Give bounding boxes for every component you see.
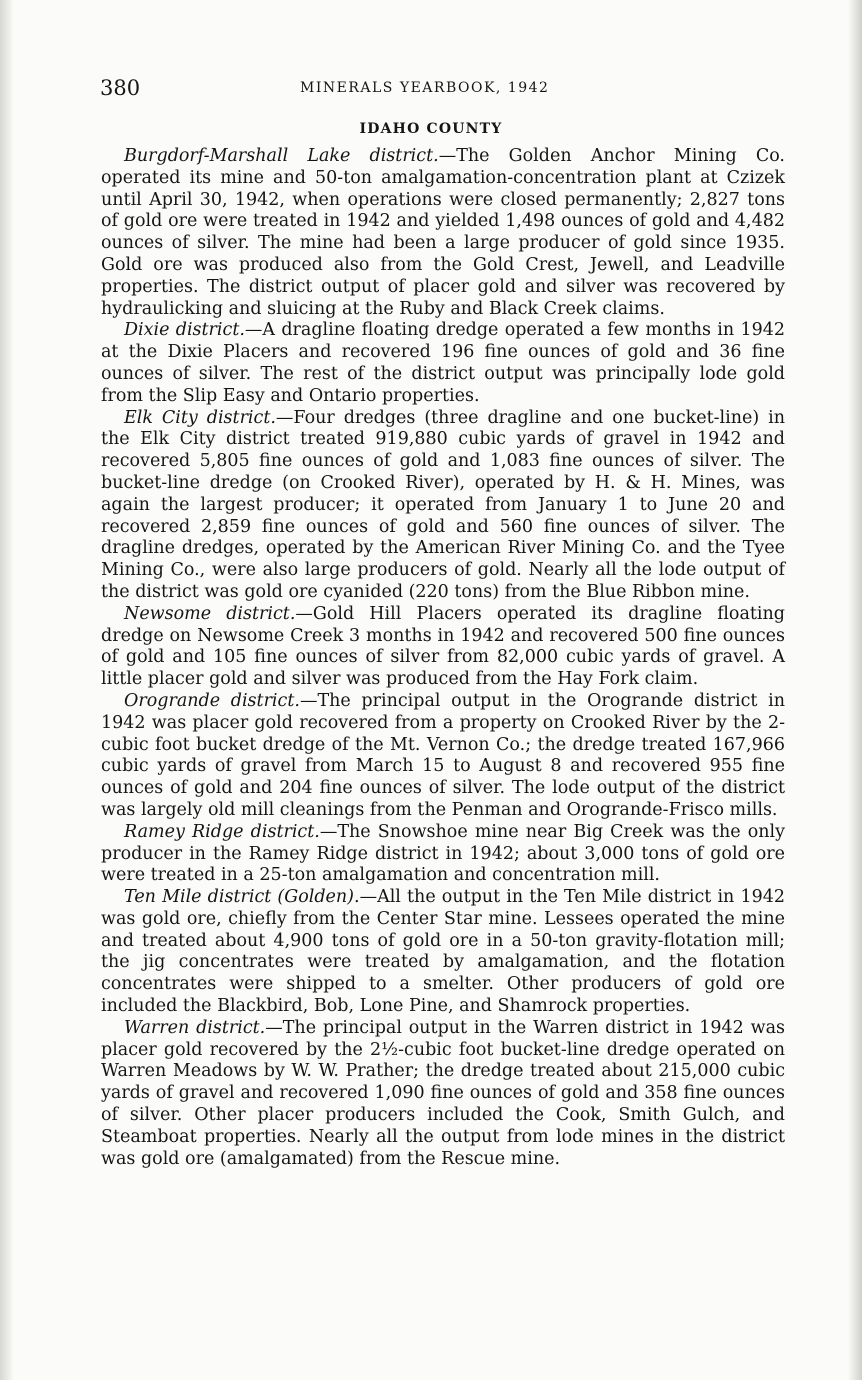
- paragraph-elk-city: [101, 408, 785, 604]
- district-name: Ten Mile district (Golden).: [124, 887, 360, 908]
- paragraph-orogrande: [101, 691, 785, 822]
- paragraph-burgdorf-marshall-lake: [101, 146, 785, 320]
- paragraph-text: —The principal output in the Orogrande district in 1942 was placer gold recovered from a property on Crooked River by the 2-cubic foot bucket dredge of the Mt. Vernon Co.; the dredge treated 167,966 cubic yards of gravel from March 15 to August 8 and recovered 955 fine ounces of gold and 204 fine ounces of silver. The lode output of the district was largely old mill cleanings from the Penman and Orogrande-Frisco mills.: [101, 690, 785, 820]
- district-name: Warren district.: [124, 1017, 266, 1038]
- paragraph-dixie: [101, 320, 785, 407]
- paragraph-warren: [101, 1018, 785, 1171]
- paragraph-text: —Gold Hill Placers operated its dragline floating dredge on Newsome Creek 3 months in 1942 and recovered 500 fine ounces of gold and 105 fine ounces of silver from 82,000 cubic yards of gravel. A little placer gold and silver was produced from the Hay Fork claim.: [101, 603, 785, 690]
- district-name: Dixie district.: [124, 320, 245, 341]
- paragraph-text: —The Golden Anchor Mining Co. operated its mine and 50-ton amalgamation-concentration plant at Czizek until April 30, 1942, when operations were closed permanently; 2,827 tons of gold ore were treated in 1942 and yielded 1,498 ounces of gold and 4,482 ounces of silver. The mine had been a large producer of gold since 1935. Gold ore was produced also from the Gold Crest, Jewell, and Leadville properties. The district output of placer gold and silver was recovered by hydraulicking and sluicing at the Ruby and Black Creek claims.: [101, 146, 785, 319]
- district-name: Burgdorf-Marshall Lake district.: [124, 146, 439, 166]
- district-name: Elk City district.: [124, 407, 276, 428]
- page-header: [0, 76, 862, 106]
- district-name: Ramey Ridge district.: [124, 821, 320, 842]
- paragraph-text: —The principal output in the Warren district in 1942 was placer gold recovered by the 2½-cubic foot bucket-line dredge operated on Warren Meadows by W. W. Prather; the dredge treated about 215,000 cubic yards of gravel and recovered 1,090 fine ounces of gold and 358 fine ounces of silver. Other placer producers included the Cook, Smith Gulch, and Steamboat properties. Nearly all the output from lode mines in the district was gold ore (amalgamated) from the Rescue mine.: [101, 1017, 785, 1169]
- paragraph-text: —The Snowshoe mine near Big Creek was the only producer in the Ramey Ridge district in 1942; about 3,000 tons of gold ore were treated in a 25-ton amalgamation and concentration mill.: [101, 821, 785, 886]
- paragraph-text: —All the output in the Ten Mile district in 1942 was gold ore, chiefly from the Center Star mine. Lessees operated the mine and treated about 4,900 tons of gold ore in a 50-ton gravity-flotation mill; the jig concentrates were treated by amalgamation, and the flotation concentrates were shipped to a smelter. Other producers of gold ore included the Blackbird, Bob, Lone Pine, and Shamrock properties.: [101, 887, 785, 1017]
- page-edge-left: [0, 0, 14, 1380]
- body-text: [101, 146, 785, 1170]
- paragraph-text: —A dragline floating dredge operated a few months in 1942 at the Dixie Placers and recovered 196 fine ounces of gold and 36 fine ounces of silver. The rest of the district output was principally lode gold from the Slip Easy and Ontario properties.: [101, 320, 785, 406]
- section-title: IDAHO COUNTY: [359, 121, 503, 137]
- page-number: 380: [100, 76, 141, 100]
- district-name: Orogrande district.: [124, 690, 300, 711]
- district-name: Newsome district.: [124, 603, 296, 624]
- paragraph-ten-mile: [101, 887, 785, 1018]
- page-edge-right: [848, 0, 862, 1380]
- paragraph-newsome: [101, 604, 785, 691]
- paragraph-ramey-ridge: [101, 822, 785, 887]
- running-title: MINERALS YEARBOOK, 1942: [300, 80, 550, 96]
- paragraph-text: —Four dredges (three dragline and one bucket-line) in the Elk City district treated 919,880 cubic yards of gravel in 1942 and recovered 5,805 fine ounces of gold and 1,083 fine ounces of silver. The bucket-line dredge (on Crooked River), operated by H. & H. Mines, was again the largest producer; it operated from January 1 to June 20 and recovered 2,859 fine ounces of gold and 560 fine ounces of silver. The dragline dredges, operated by the American River Mining Co. and the Tyee Mining Co., were also large producers of gold. Nearly all the lode output of the district was gold ore cyanided (220 tons) from the Blue Ribbon mine.: [101, 407, 785, 602]
